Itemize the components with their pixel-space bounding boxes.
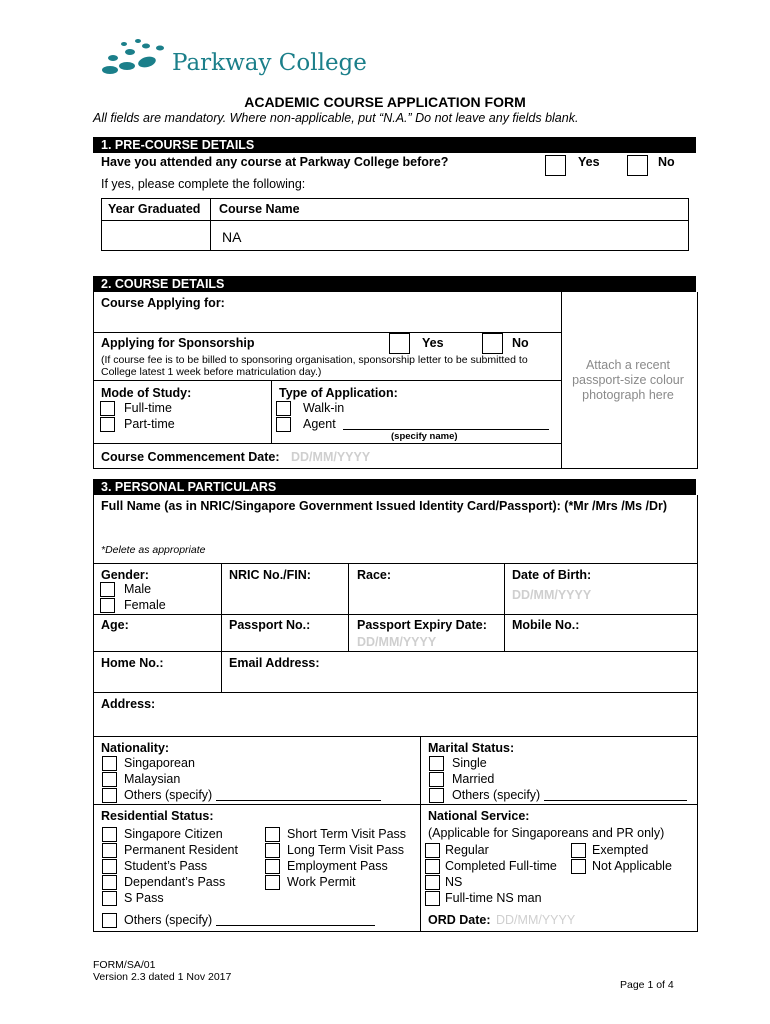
if-yes-text: If yes, please complete the following: xyxy=(101,177,306,191)
sponsorship-yes-checkbox[interactable] xyxy=(389,333,410,354)
nationality-label: Nationality: xyxy=(101,741,170,755)
national-service-label: National Service: xyxy=(428,809,530,823)
logo-dots-icon xyxy=(100,38,168,78)
photo-placeholder[interactable] xyxy=(564,358,692,403)
married-label: Married xyxy=(452,772,495,786)
nric-label: NRIC No./FIN: xyxy=(229,568,311,582)
short-term-label: Short Term Visit Pass xyxy=(287,827,407,841)
employment-label: Employment Pass xyxy=(287,859,388,873)
male-label: Male xyxy=(124,582,152,596)
delete-note: *Delete as appropriate xyxy=(101,544,206,556)
female-checkbox[interactable] xyxy=(100,598,115,613)
passport-expiry-input[interactable]: DD/MM/YYYY xyxy=(357,635,437,649)
citizen-label: Singapore Citizen xyxy=(124,827,223,841)
form-code: FORM/SA/01 xyxy=(93,959,156,971)
course-applying-label: Course Applying for: xyxy=(101,296,225,310)
address-label: Address: xyxy=(101,697,156,711)
year-graduated-input[interactable] xyxy=(102,221,209,249)
agent-label: Agent xyxy=(303,417,336,431)
fulltime-checkbox[interactable] xyxy=(100,401,115,416)
agent-name-line[interactable] xyxy=(343,429,549,430)
course-name-input[interactable]: NA xyxy=(222,229,242,245)
age-label: Age: xyxy=(101,618,129,632)
work-permit-label: Work Permit xyxy=(287,875,356,889)
dependant-pass-checkbox[interactable] xyxy=(102,875,117,890)
page-number: Page 1 of 4 xyxy=(620,979,674,991)
male-checkbox[interactable] xyxy=(100,582,115,597)
college-logo xyxy=(100,36,367,86)
commencement-label: Course Commencement Date: xyxy=(101,450,280,464)
attended-no-label: No xyxy=(658,155,675,169)
parttime-label: Part-time xyxy=(124,417,175,431)
citizen-checkbox[interactable] xyxy=(102,827,117,842)
form-instructions: All fields are mandatory. Where non-applicable, put “N.A.” Do not leave any fields blank. xyxy=(93,111,579,125)
mobile-label: Mobile No.: xyxy=(512,618,580,632)
nationality-others-label: Others (specify) xyxy=(124,788,213,802)
completed-checkbox[interactable] xyxy=(425,859,440,874)
type-of-application-label: Type of Application: xyxy=(279,386,398,400)
nationality-others-checkbox[interactable] xyxy=(102,788,117,803)
malaysian-label: Malaysian xyxy=(124,772,181,786)
sponsorship-label: Applying for Sponsorship xyxy=(101,336,255,350)
short-term-checkbox[interactable] xyxy=(265,827,280,842)
fulltime-label: Full-time xyxy=(124,401,172,415)
attended-no-checkbox[interactable] xyxy=(627,155,648,176)
section-1-header: 1. PRE-COURSE DETAILS xyxy=(93,137,696,153)
student-pass-checkbox[interactable] xyxy=(102,859,117,874)
section-3-header: 3. PERSONAL PARTICULARS xyxy=(93,479,696,495)
parttime-checkbox[interactable] xyxy=(100,417,115,432)
col-course-name: Course Name xyxy=(219,202,300,216)
sponsorship-yes-label: Yes xyxy=(422,336,444,350)
ns-label: NS xyxy=(445,875,463,889)
ns-note: (Applicable for Singaporeans and PR only) xyxy=(428,826,665,840)
student-pass-label: Student’s Pass xyxy=(124,859,208,873)
exempted-checkbox[interactable] xyxy=(571,843,586,858)
section-2-header: 2. COURSE DETAILS xyxy=(93,276,696,292)
specify-name-hint: (specify name) xyxy=(391,431,458,442)
pr-checkbox[interactable] xyxy=(102,843,117,858)
spass-label: S Pass xyxy=(124,891,164,905)
email-label: Email Address: xyxy=(229,656,320,670)
singaporean-checkbox[interactable] xyxy=(102,756,117,771)
attended-yes-checkbox[interactable] xyxy=(545,155,566,176)
logo-text: Parkway College xyxy=(172,50,367,76)
singaporean-label: Singaporean xyxy=(124,756,195,770)
work-permit-checkbox[interactable] xyxy=(265,875,280,890)
gender-label: Gender: xyxy=(101,568,149,582)
walkin-label: Walk-in xyxy=(303,401,345,415)
regular-checkbox[interactable] xyxy=(425,843,440,858)
marital-others-checkbox[interactable] xyxy=(429,788,444,803)
race-label: Race: xyxy=(357,568,392,582)
dependant-pass-label: Dependant’s Pass xyxy=(124,875,226,889)
fulltime-ns-label: Full-time NS man xyxy=(445,891,542,905)
home-label: Home No.: xyxy=(101,656,164,670)
full-name-input[interactable] xyxy=(101,515,691,541)
ns-checkbox[interactable] xyxy=(425,875,440,890)
ord-date-input[interactable]: DD/MM/YYYY xyxy=(496,913,576,927)
female-label: Female xyxy=(124,598,166,612)
regular-label: Regular xyxy=(445,843,489,857)
agent-checkbox[interactable] xyxy=(276,417,291,432)
married-checkbox[interactable] xyxy=(429,772,444,787)
passport-expiry-label: Passport Expiry Date: xyxy=(357,618,487,632)
ord-label: ORD Date: xyxy=(428,913,491,927)
employment-checkbox[interactable] xyxy=(265,859,280,874)
marital-label: Marital Status: xyxy=(428,741,515,755)
residential-others-checkbox[interactable] xyxy=(102,913,117,928)
full-name-label: Full Name (as in NRIC/Singapore Government Issued Identity Card/Passport): (*Mr /Mrs /Ms /Dr) xyxy=(101,499,668,513)
form-title: ACADEMIC COURSE APPLICATION FORM xyxy=(244,94,526,110)
malaysian-checkbox[interactable] xyxy=(102,772,117,787)
residential-others-line[interactable] xyxy=(216,925,375,926)
sponsorship-note-1: (If course fee is to be billed to sponsoring organisation, sponsorship letter to be submitted to xyxy=(101,354,528,366)
spass-checkbox[interactable] xyxy=(102,891,117,906)
passport-label: Passport No.: xyxy=(229,618,311,632)
long-term-label: Long Term Visit Pass xyxy=(287,843,404,857)
walkin-checkbox[interactable] xyxy=(276,401,291,416)
single-label: Single xyxy=(452,756,487,770)
dob-label: Date of Birth: xyxy=(512,568,592,582)
residential-label: Residential Status: xyxy=(101,809,214,823)
long-term-checkbox[interactable] xyxy=(265,843,280,858)
marital-others-label: Others (specify) xyxy=(452,788,541,802)
marital-others-line[interactable] xyxy=(544,800,687,801)
exempted-label: Exempted xyxy=(592,843,649,857)
pr-label: Permanent Resident xyxy=(124,843,238,857)
commencement-date-input[interactable]: DD/MM/YYYY xyxy=(291,450,371,464)
col-year-graduated: Year Graduated xyxy=(108,202,201,216)
photo-instruction: Attach a recent passport-size colour photograph here xyxy=(572,358,684,402)
nationality-others-line[interactable] xyxy=(216,800,381,801)
sponsorship-note-2: College latest 1 week before matriculation day.) xyxy=(101,366,322,378)
completed-label: Completed Full-time xyxy=(445,859,557,873)
sponsorship-no-label: No xyxy=(512,336,529,350)
residential-others-label: Others (specify) xyxy=(124,913,213,927)
mode-of-study-label: Mode of Study: xyxy=(101,386,192,400)
dob-input[interactable]: DD/MM/YYYY xyxy=(512,588,592,602)
sponsorship-no-checkbox[interactable] xyxy=(482,333,503,354)
not-applicable-checkbox[interactable] xyxy=(571,859,586,874)
single-checkbox[interactable] xyxy=(429,756,444,771)
attended-question: Have you attended any course at Parkway College before? xyxy=(101,155,449,169)
fulltime-ns-checkbox[interactable] xyxy=(425,891,440,906)
not-applicable-label: Not Applicable xyxy=(592,859,672,873)
form-version: Version 2.3 dated 1 Nov 2017 xyxy=(93,971,232,983)
attended-yes-label: Yes xyxy=(578,155,600,169)
